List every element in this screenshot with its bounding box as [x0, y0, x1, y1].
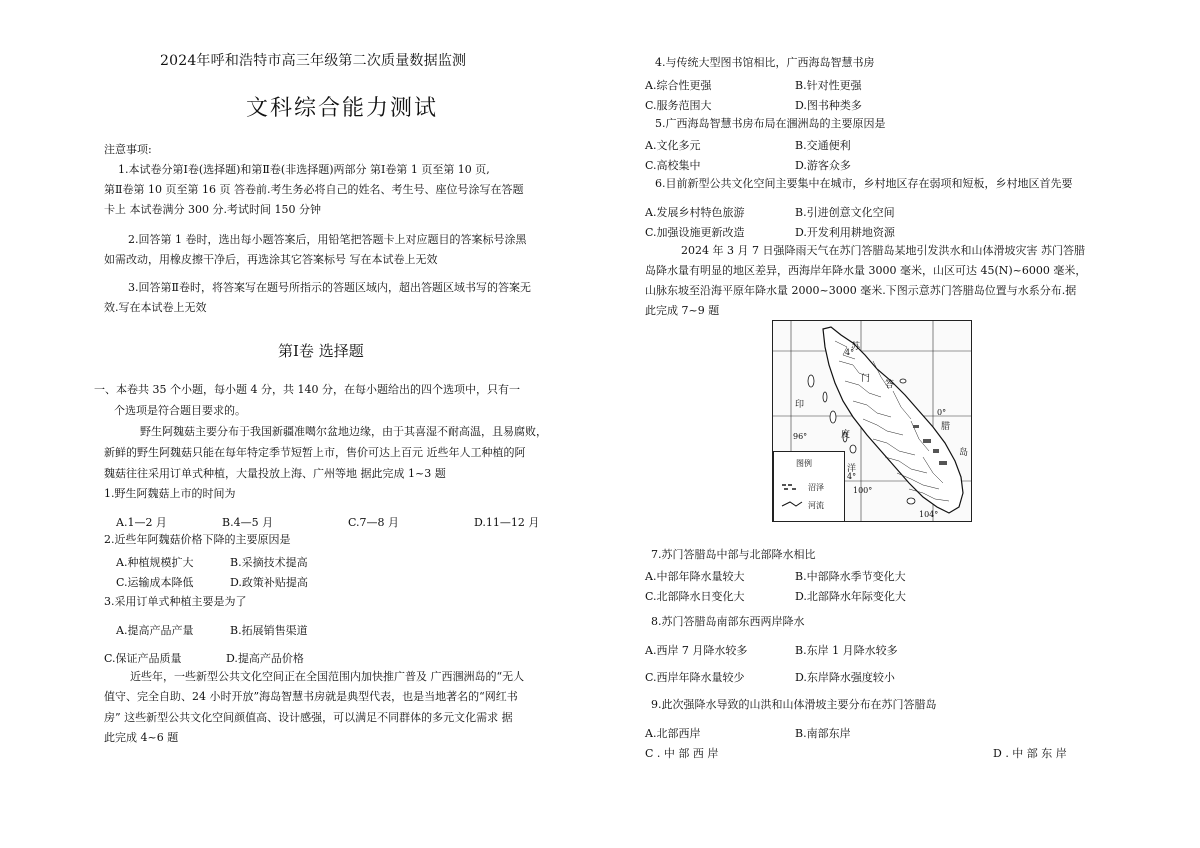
map-label-yin: 印	[795, 400, 805, 410]
q7-option-d: D.北部降水年际变化大	[795, 590, 906, 603]
q7-option-a: A.中部年降水量较大	[645, 570, 745, 583]
map-label-lon100: 100°	[853, 486, 873, 495]
passage3-line-2: 岛降水量有明显的地区差异，西海岸年降水量 3000 毫米，山区可达 45(N)~6000 毫米，	[645, 264, 1087, 277]
q9-stem: 9.此次强降水导致的山洪和山体滑坡主要分布在苏门答腊岛	[651, 698, 937, 711]
q1-option-a: A.1—2 月	[116, 516, 167, 529]
q7-option-c: C.北部降水日变化大	[645, 590, 745, 603]
note-1-line-1: 1.本试卷分第Ⅰ卷(选择题)和第Ⅱ卷(非选择题)两部分 第Ⅰ卷第 1 页至第 10 页,	[118, 163, 490, 176]
q8-option-a: A.西岸 7 月降水较多	[645, 644, 748, 657]
legend-title: 图例	[796, 459, 812, 468]
part1-instruction-line-2: 个选项是符合题目要求的。	[114, 404, 246, 417]
note-3-line-2: 效.写在本试卷上无效	[104, 301, 207, 314]
q9-option-b: B.南部东岸	[795, 727, 851, 740]
map-label-lon96: 96°	[793, 432, 808, 441]
q5-option-d: D.游客众多	[795, 159, 851, 172]
map-label-la: 腊	[941, 422, 951, 432]
q6-option-b: B.引进创意文化空间	[795, 206, 895, 219]
q7-stem: 7.苏门答腊岛中部与北部降水相比	[651, 548, 816, 561]
q3-stem: 3.采用订单式种植主要是为了	[104, 595, 247, 608]
note-1-line-3: 卡上 本试卷满分 300 分.考试时间 150 分钟	[104, 203, 321, 216]
q5-option-c: C.高校集中	[645, 159, 701, 172]
exam-title: 2024年呼和浩特市高三年级第二次质量数据监测	[160, 53, 467, 69]
map-legend	[773, 451, 845, 522]
q2-option-d: D.政策补贴提高	[230, 576, 308, 589]
passage3-line-4: 此完成 7~9 题	[645, 304, 720, 317]
q9-option-a: A.北部西岸	[645, 727, 701, 740]
map-label-men: 门	[861, 374, 871, 384]
passage1-line-1: 野生阿魏菇主要分布于我国新疆准噶尔盆地边缘，由于其喜湿不耐高温，且易腐败，	[140, 425, 547, 438]
q6-option-a: A.发展乡村特色旅游	[645, 206, 745, 219]
map-label-yang: 洋	[847, 464, 857, 474]
notes-heading: 注意事项:	[104, 143, 152, 156]
q5-option-a: A.文化多元	[645, 139, 701, 152]
q6-option-c: C.加强设施更新改造	[645, 226, 745, 239]
q5-option-b: B.交通便利	[795, 139, 851, 152]
q4-option-c: C.服务范围大	[645, 99, 712, 112]
q4-stem: 4.与传统大型图书馆相比，广西海岛智慧书房	[655, 56, 875, 69]
q1-option-d: D.11—12 月	[474, 516, 540, 529]
q4-option-b: B.针对性更强	[795, 79, 862, 92]
note-3-line-1: 3.回答第Ⅱ卷时，将答案写在题号所指示的答题区域内，超出答题区域书写的答案无	[128, 281, 531, 294]
q6-stem: 6.目前新型公共文化空间主要集中在城市，乡村地区存在弱项和短板，乡村地区首先要	[655, 177, 1073, 190]
q4-option-d: D.图书种类多	[795, 99, 862, 112]
map-label-lat4s: 4°	[847, 472, 857, 481]
q2-stem: 2.近些年阿魏菇价格下降的主要原因是	[104, 533, 291, 546]
swamp-symbol-icon	[782, 484, 796, 490]
map-label-lon104: 104°	[919, 510, 939, 519]
note-2-line-2: 如需改动，用橡皮擦干净后，再选涂其它答案标号 写在本试卷上无效	[104, 253, 438, 266]
map-label-lat4n: 4°	[845, 348, 855, 357]
q8-option-d: D.东岸降水强度较小	[795, 671, 895, 684]
q9-option-d: D . 中 部 东 岸	[993, 747, 1067, 760]
passage3-line-3: 山脉东坡至沿海平原年降水量 2000~3000 毫米.下图示意苏门答腊岛位置与水系分布.据	[645, 284, 1077, 297]
q4-option-a: A.综合性更强	[645, 79, 712, 92]
q3-option-a: A.提高产品产量	[116, 624, 194, 637]
river-symbol-icon	[782, 502, 802, 506]
q2-option-a: A.种植规模扩大	[116, 556, 194, 569]
part1-title: 第Ⅰ卷 选择题	[278, 342, 364, 360]
passage2-line-3: 房” 这些新型公共文化空间颜值高、设计感强，可以满足不同群体的多元文化需求 据	[104, 711, 513, 724]
q8-option-c: C.西岸年降水量较少	[645, 671, 745, 684]
q5-stem: 5.广西海岛智慧书房布局在涠洲岛的主要原因是	[655, 117, 886, 130]
note-2-line-1: 2.回答第 1 卷时，选出每小题答案后，用铅笔把答题卡上对应题目的答案标号涂黑	[128, 233, 527, 246]
passage2-line-4: 此完成 4~6 题	[104, 731, 179, 744]
map-label-da: 答	[885, 380, 895, 390]
q6-option-d: D.开发利用耕地资源	[795, 226, 895, 239]
q7-option-b: B.中部降水季节变化大	[795, 570, 906, 583]
note-1-line-2: 第Ⅱ卷第 10 页至第 16 页 答卷前.考生务必将自己的姓名、考生号、座位号涂写在答题	[104, 183, 524, 196]
legend-river-label: 河流	[808, 501, 824, 510]
q3-option-b: B.拓展销售渠道	[230, 624, 308, 637]
legend-swamp-label: 沼泽	[808, 483, 824, 492]
map-label-lat0: 0°	[937, 408, 947, 417]
q9-option-c: C . 中 部 西 岸	[645, 747, 719, 760]
sumatra-map	[772, 320, 972, 522]
q1-stem: 1.野生阿魏菇上市的时间为	[104, 487, 236, 500]
q3-option-c: C.保证产品质量	[104, 652, 182, 665]
map-label-dao: 岛	[959, 448, 969, 458]
q2-option-b: B.采摘技术提高	[230, 556, 308, 569]
q2-option-c: C.运输成本降低	[116, 576, 194, 589]
q8-stem: 8.苏门答腊岛南部东西两岸降水	[651, 615, 805, 628]
map-label-su: 苏	[851, 342, 861, 352]
map-label-du: 度	[841, 430, 851, 440]
q8-option-b: B.东岸 1 月降水较多	[795, 644, 898, 657]
passage2-line-1: 近些年，一些新型公共文化空间正在全国范围内加快推广普及 广西涠洲岛的“无人	[130, 670, 525, 683]
subject-title: 文科综合能力测试	[246, 96, 439, 121]
q3-option-d: D.提高产品价格	[226, 652, 304, 665]
part1-instruction-line-1: 一、本卷共 35 个小题，每小题 4 分，共 140 分，在每小题给出的四个选项中，只有一	[94, 383, 520, 396]
q1-option-c: C.7—8 月	[348, 516, 400, 529]
passage3-line-1: 2024 年 3 月 7 日强降雨天气在苏门答腊岛某地引发洪水和山体滑坡灾害 苏门答腊	[681, 244, 1085, 257]
passage1-line-3: 魏菇往往采用订单式种植，大量投放上海、广州等地 据此完成 1~3 题	[104, 467, 446, 480]
passage1-line-2: 新鲜的野生阿魏菇只能在每年特定季节短暂上市，售价可达上百元 近些年人工种植的阿	[104, 446, 526, 459]
passage2-line-2: 值守、完全自助、24 小时开放”海岛智慧书房就是典型代表，也是当地著名的“网红书	[104, 690, 518, 703]
q1-option-b: B.4—5 月	[222, 516, 274, 529]
